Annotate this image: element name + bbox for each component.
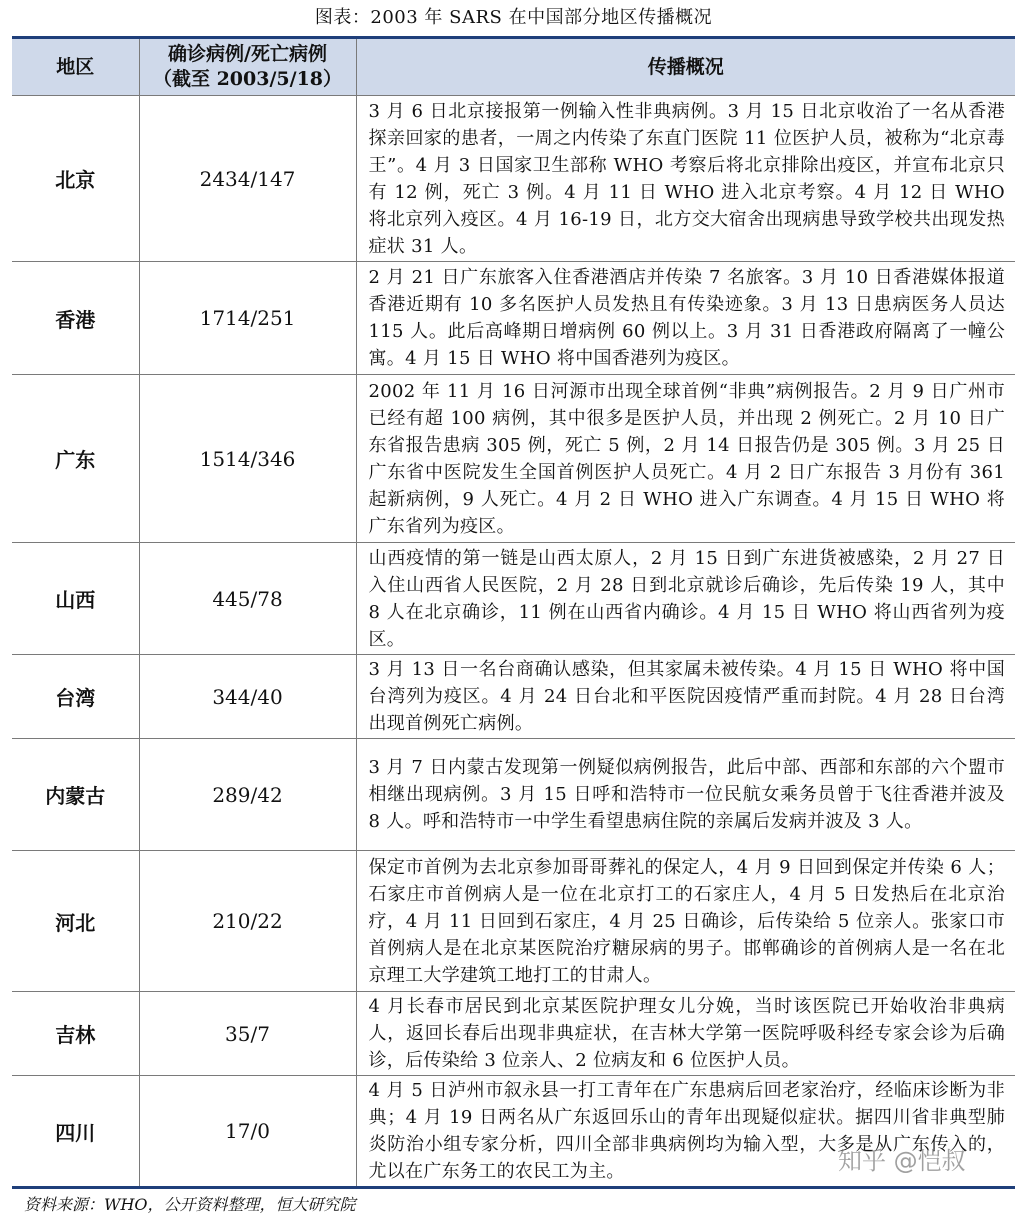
- region-cell: 内蒙古: [12, 739, 139, 851]
- cases-cell: 1714/251: [139, 262, 356, 375]
- sars-table: [12, 36, 1015, 1189]
- region-cell: 台湾: [12, 655, 139, 739]
- table-row: [12, 739, 1015, 851]
- cases-cell: 2434/147: [139, 96, 356, 262]
- header-row: [12, 38, 1015, 96]
- table-row: [12, 851, 1015, 992]
- desc-cell: 3 月 7 日内蒙古发现第一例疑似病例报告，此后中部、西部和东部的六个盟市相继出现病例。3 月 15 日呼和浩特市一位民航女乘务员曾于飞往香港并波及 8 人。呼和浩特市一中学生看望患病住院的亲属后发病并波及 3 人。: [356, 739, 1015, 851]
- cases-cell: 17/0: [139, 1076, 356, 1188]
- header-cases-line2: （截至 2003/5/18）: [152, 68, 343, 90]
- watermark: 知乎 @恺叔: [838, 1147, 966, 1175]
- region-cell: 广东: [12, 375, 139, 543]
- desc-cell: 3 月 13 日一名台商确认感染，但其家属未被传染。4 月 15 日 WHO 将中国台湾列为疫区。4 月 24 日台北和平医院因疫情严重而封院。4 月 28 日台湾出现首例死亡病例。: [356, 655, 1015, 739]
- header-spread: 传播概况: [356, 38, 1015, 96]
- table-row: [12, 375, 1015, 543]
- cases-cell: 35/7: [139, 992, 356, 1076]
- desc-cell: 4 月长春市居民到北京某医院护理女儿分娩，当时该医院已开始收治非典病人，返回长春后出现非典症状，在吉林大学第一医院呼吸科经专家会诊为后确诊，后传染给 3 位亲人、2 位病友和 6 位医护人员。: [356, 992, 1015, 1076]
- table-title: 图表：2003 年 SARS 在中国部分地区传播概况: [314, 7, 713, 28]
- desc-cell: 2 月 21 日广东旅客入住香港酒店并传染 7 名旅客。3 月 10 日香港媒体报道香港近期有 10 多名医护人员发热且有传染迹象。3 月 13 日患病医务人员达 115 人。此后高峰期日增病例 60 例以上。3 月 31 日香港政府隔离了一幢公寓。4 月 15 日 WHO 将中国香港列为疫区。: [356, 262, 1015, 375]
- cases-cell: 344/40: [139, 655, 356, 739]
- region-cell: 香港: [12, 262, 139, 375]
- header-cases-line1: 确诊病例/死亡病例: [168, 43, 327, 65]
- table-row: [12, 992, 1015, 1076]
- desc-cell: 4 月 5 日泸州市叙永县一打工青年在广东患病后回老家治疗，经临床诊断为非典；4 月 19 日两名从广东返回乐山的青年出现疑似症状。据四川省非典型肺炎防治小组专家分析，四川全部非典病例均为输入型，大多是从广东传入的，尤以在广东务工的农民工为主。: [368, 1080, 1005, 1182]
- table-row: [12, 96, 1015, 262]
- desc-cell: 山西疫情的第一链是山西太原人，2 月 15 日到广东进货被感染，2 月 27 日入住山西省人民医院，2 月 28 日到北京就诊后确诊，先后传染 19 人，其中 8 人在北京确诊，11 例在山西省内确诊。4 月 15 日 WHO 将山西省列为疫区。: [356, 543, 1015, 655]
- cases-cell: 445/78: [139, 543, 356, 655]
- region-cell: 河北: [12, 851, 139, 992]
- desc-cell: 2002 年 11 月 16 日河源市出现全球首例“非典”病例报告。2 月 9 日广州市已经有超 100 病例，其中很多是医护人员，并出现 2 例死亡。2 月 10 日广东省报告患病 305 例，死亡 5 例，2 月 14 日报告仍是 305 例。3 月 25 日广东省中医院发生全国首例医护人员死亡。4 月 2 日广东报告 3 月份有 361 起新病例，9 人死亡。4 月 2 日 WHO 进入广东调查。4 月 15 日 WHO 将广东省列为疫区。: [356, 375, 1015, 543]
- table-row: [12, 262, 1015, 375]
- source-note: 资料来源：WHO，公开资料整理，恒大研究院: [24, 1195, 356, 1214]
- header-region: 地区: [12, 38, 139, 96]
- desc-cell: 保定市首例为去北京参加哥哥葬礼的保定人，4 月 9 日回到保定并传染 6 人；石家庄市首例病人是一位在北京打工的石家庄人，4 月 5 日发热后在北京治疗，4 月 11 日回到石家庄，4 月 25 日确诊，后传染给 5 位亲人。张家口市首例病人是在北京某医院治疗糖尿病的男子。邯郸确诊的首例病人是一名在北京理工大学建筑工地打工的甘肃人。: [356, 851, 1015, 992]
- cases-cell: 1514/346: [139, 375, 356, 543]
- table-row: [12, 543, 1015, 655]
- region-cell: 吉林: [12, 992, 139, 1076]
- region-cell: 四川: [12, 1076, 139, 1188]
- table-row: [12, 655, 1015, 739]
- region-cell: 北京: [12, 96, 139, 262]
- desc-cell: 3 月 6 日北京接报第一例输入性非典病例。3 月 15 日北京收治了一名从香港探亲回家的患者，一周之内传染了东直门医院 11 位医护人员，被称为“北京毒王”。4 月 3 日国家卫生部称 WHO 考察后将北京排除出疫区，并宣布北京只有 12 例，死亡 3 例。4 月 11 日 WHO 进入北京考察。4 月 12 日 WHO 将北京列入疫区。4 月 16-19 日，北方交大宿舍出现病患导致学校共出现发热症状 31 人。: [356, 96, 1015, 262]
- header-cases: [139, 38, 356, 96]
- region-cell: 山西: [12, 543, 139, 655]
- cases-cell: 210/22: [139, 851, 356, 992]
- cases-cell: 289/42: [139, 739, 356, 851]
